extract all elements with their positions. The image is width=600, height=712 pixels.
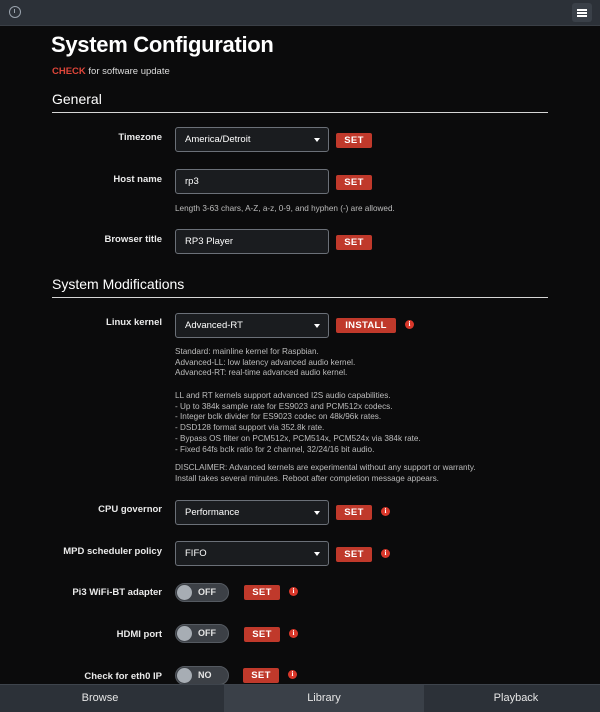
browser-title-value: RP3 Player — [185, 236, 234, 247]
cpu-governor-label: CPU governor — [98, 504, 162, 515]
help-line: - Fixed 64fs bclk ratio for 2 channel, 32/24/16 bit audio. — [175, 444, 375, 454]
mpd-scheduler-select[interactable] — [175, 541, 329, 566]
cpu-governor-set-button[interactable]: SET — [336, 505, 372, 520]
help-line: LL and RT kernels support advanced I2S audio capabilities. — [175, 391, 391, 400]
hostname-help-text: Length 3-63 chars, A-Z, a-z, 0-9, and hyphen (-) are allowed. — [175, 204, 395, 213]
mpd-scheduler-info-icon[interactable]: i — [381, 549, 390, 558]
browser-title-input[interactable] — [175, 229, 329, 254]
wifi-bt-toggle[interactable] — [175, 583, 229, 602]
help-line: Install takes several minutes. Reboot after completion message appears. — [175, 473, 439, 483]
bottom-nav — [0, 684, 600, 712]
help-line: - Up to 384k sample rate for ES9023 and PCM512x codecs. — [175, 401, 393, 411]
help-line: - DSD128 format support via 352.8k rate. — [175, 423, 325, 433]
kernel-help-block-1 — [175, 347, 355, 379]
chevron-down-icon — [314, 552, 320, 556]
kernel-info-icon[interactable]: i — [405, 320, 414, 329]
kernel-install-button[interactable]: INSTALL — [336, 318, 396, 333]
timezone-select[interactable] — [175, 127, 329, 152]
kernel-help-block-2 — [175, 391, 421, 455]
linux-kernel-label: Linux kernel — [106, 317, 162, 328]
software-update-line — [52, 66, 170, 77]
mpd-scheduler-label: MPD scheduler policy — [63, 546, 162, 557]
chevron-down-icon — [314, 324, 320, 328]
chevron-down-icon — [314, 138, 320, 142]
help-line: Standard: mainline kernel for Raspbian. — [175, 347, 319, 356]
browser-title-set-button[interactable]: SET — [336, 235, 372, 250]
wifi-bt-info-icon[interactable]: i — [289, 587, 298, 596]
section-divider — [52, 297, 548, 298]
help-line: DISCLAIMER: Advanced kernels are experimental without any support or warranty. — [175, 463, 476, 472]
kernel-disclaimer — [175, 463, 476, 484]
update-text: for software update — [85, 66, 170, 77]
section-general-heading: General — [52, 91, 102, 107]
section-divider — [52, 112, 548, 113]
eth0-toggle[interactable] — [175, 666, 229, 685]
hostname-input[interactable] — [175, 169, 329, 194]
toggle-knob — [177, 626, 192, 641]
section-system-modifications-heading: System Modifications — [52, 276, 185, 292]
check-update-link[interactable]: CHECK — [52, 66, 86, 77]
eth0-set-button[interactable]: SET — [243, 668, 279, 683]
config-content — [0, 26, 600, 684]
wifi-bt-set-button[interactable]: SET — [244, 585, 280, 600]
toggle-knob — [177, 668, 192, 683]
tab-playback[interactable]: Playback — [493, 692, 539, 704]
browser-title-label: Browser title — [104, 234, 162, 245]
page-title: System Configuration — [51, 32, 274, 57]
cpu-governor-select[interactable] — [175, 500, 329, 525]
top-bar — [0, 0, 600, 26]
hostname-set-button[interactable]: SET — [336, 175, 372, 190]
help-line: Advanced-LL: low latency advanced audio kernel. — [175, 357, 356, 367]
help-line: - Integer bclk divider for ES9023 codec on 48k/96k rates. — [175, 412, 382, 422]
toggle-knob — [177, 585, 192, 600]
timezone-set-button[interactable]: SET — [336, 133, 372, 148]
tab-browse[interactable]: Browse — [81, 692, 119, 704]
hdmi-set-button[interactable]: SET — [244, 627, 280, 642]
hdmi-state: OFF — [198, 628, 216, 638]
hostname-value: rp3 — [185, 176, 199, 187]
hamburger-menu-icon[interactable] — [572, 3, 592, 22]
mpd-scheduler-value: FIFO — [185, 548, 207, 559]
mpd-scheduler-set-button[interactable]: SET — [336, 547, 372, 562]
help-line: - Bypass OS filter on PCM512x, PCM514x, PCM524x via 384k rate. — [175, 433, 421, 443]
hdmi-toggle[interactable] — [175, 624, 229, 643]
hostname-label: Host name — [113, 174, 162, 185]
hdmi-label: HDMI port — [116, 629, 162, 640]
eth0-label: Check for eth0 IP — [84, 671, 162, 682]
wifi-bt-label: Pi3 WiFi-BT adapter — [72, 587, 162, 598]
help-line: Advanced-RT: real-time advanced audio kernel. — [175, 368, 348, 378]
timezone-label: Timezone — [118, 132, 162, 143]
linux-kernel-select[interactable] — [175, 313, 329, 338]
cpu-governor-value: Performance — [185, 507, 240, 518]
hdmi-info-icon[interactable]: i — [289, 629, 298, 638]
linux-kernel-value: Advanced-RT — [185, 320, 243, 331]
tab-library[interactable]: Library — [224, 685, 424, 712]
clock-icon[interactable] — [9, 6, 21, 18]
eth0-info-icon[interactable]: i — [288, 670, 297, 679]
cpu-governor-info-icon[interactable]: i — [381, 507, 390, 516]
wifi-bt-state: OFF — [198, 587, 216, 597]
timezone-value: America/Detroit — [185, 134, 251, 145]
eth0-state: NO — [198, 670, 212, 680]
chevron-down-icon — [314, 511, 320, 515]
